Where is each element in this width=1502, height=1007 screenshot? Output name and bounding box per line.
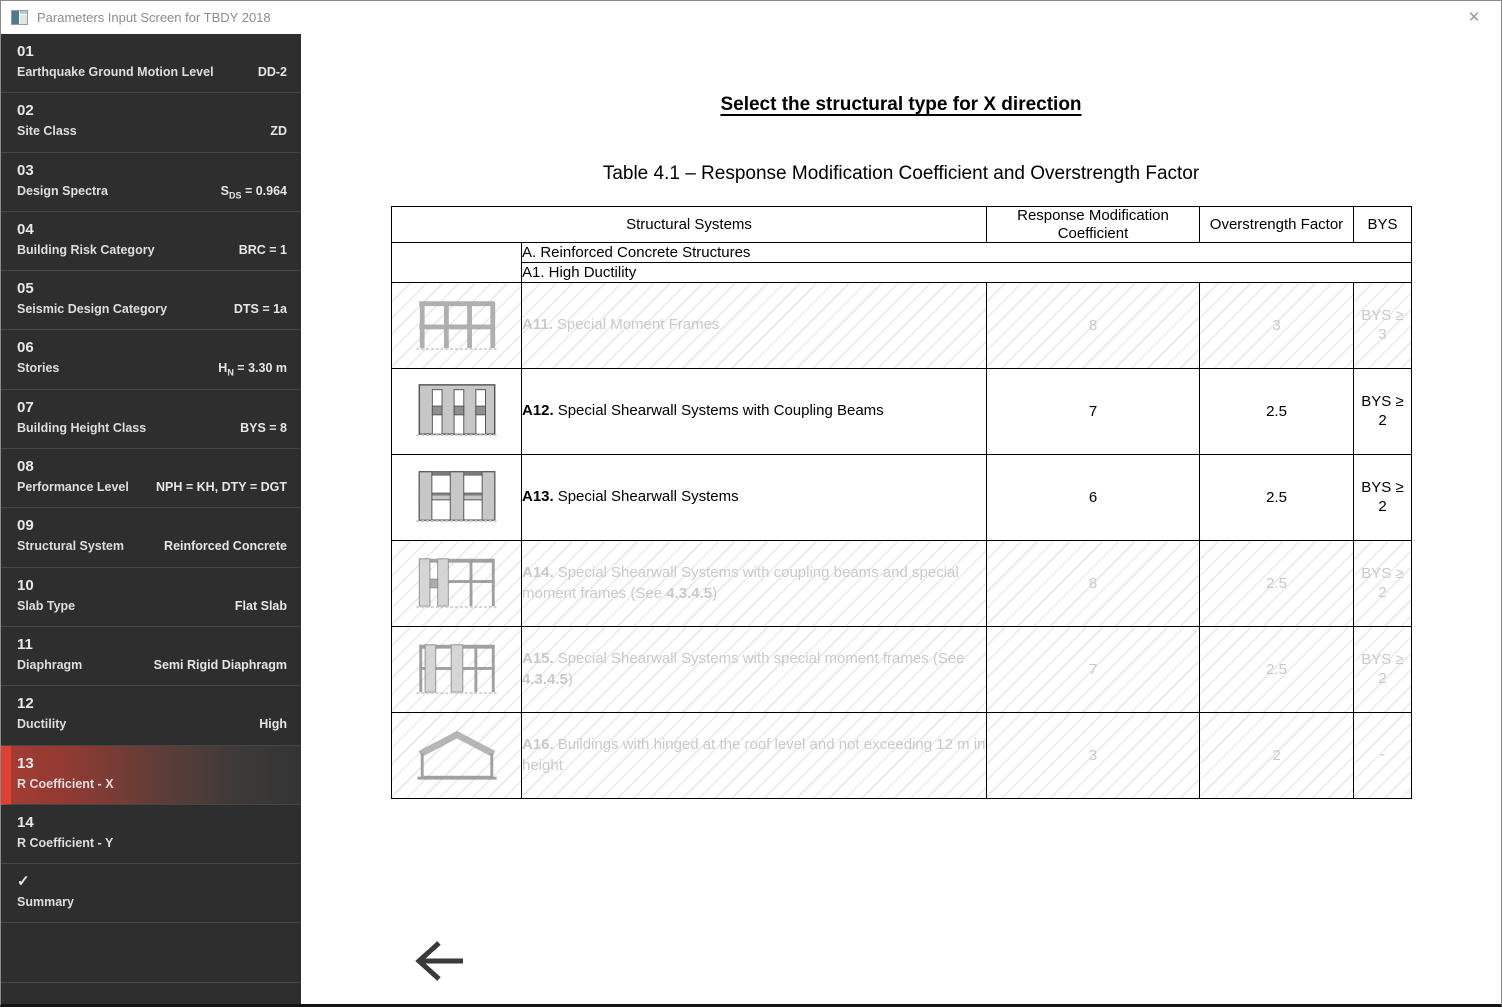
sidebar-item-structural-system[interactable]: 09 Structural System Reinforced Concrete: [1, 508, 301, 567]
shearwall-frame-icon: [392, 627, 522, 713]
rmc-value: 7: [987, 627, 1200, 713]
table-row-a14: A14. Special Shearwall Systems with coupling beams and special moment frames (See 4.3.4.5) 8 2.5 BYS ≥ 2: [392, 541, 1412, 627]
rmc-value: 8: [987, 541, 1200, 627]
sidebar-item-building-risk-category[interactable]: 04 Building Risk Category BRC = 1: [1, 212, 301, 271]
table-row-a15: A15. Special Shearwall Systems with special moment frames (See 4.3.4.5) 7 2.5 BYS ≥ 2: [392, 627, 1412, 713]
structural-systems-table: [391, 206, 1412, 799]
header-overstrength-factor: Overstrength Factor: [1200, 207, 1354, 243]
bys-value: BYS ≥ 2: [1354, 541, 1412, 627]
close-icon[interactable]: ✕: [1467, 9, 1481, 26]
app-form-icon: [11, 10, 28, 25]
sidebar-item-performance-level[interactable]: 08 Performance Level NPH = KH, DTY = DGT: [1, 449, 301, 508]
sidebar-item-r-coefficient-y[interactable]: 14 R Coefficient - Y: [1, 805, 301, 864]
group-label-a1: A1. High Ductility: [522, 263, 1412, 283]
design-spectra-value: $S_{DS} = 0.964$: [220, 183, 287, 201]
rmc-value: 7: [987, 369, 1200, 455]
back-arrow-button[interactable]: [413, 937, 469, 985]
sidebar-item-stories[interactable]: 06 Stories $H_N = 3.30$ m: [1, 330, 301, 389]
header-structural-systems: Structural Systems: [392, 207, 987, 243]
page-title: Select the structural type for X direction: [720, 94, 1082, 115]
sidebar-item-building-height-class[interactable]: 07 Building Height Class BYS = 8: [1, 390, 301, 449]
group-label-a: A. Reinforced Concrete Structures: [522, 243, 1412, 263]
sidebar-item-r-coefficient-x[interactable]: 13 R Coefficient - X: [1, 746, 301, 805]
parameters-sidebar: [1, 34, 301, 1004]
sidebar-item-design-spectra[interactable]: 03 Design Spectra $S_{DS} = 0.964$: [1, 153, 301, 212]
bys-value: BYS ≥ 2: [1354, 627, 1412, 713]
table-row-a13[interactable]: A13. Special Shearwall Systems 6 2.5 BYS ≥ 2: [392, 455, 1412, 541]
table-row-a11: A11. Special Moment Frames 8 3 BYS ≥ 3: [392, 283, 1412, 369]
bys-value: BYS ≥ 2: [1354, 455, 1412, 541]
stories-value: $H_N = 3.30$ m: [218, 361, 287, 378]
table-row-a12[interactable]: A12. Special Shearwall Systems with Coupling Beams 7 2.5 BYS ≥ 2: [392, 369, 1412, 455]
group-row-a1: [392, 263, 1412, 283]
osf-value: 2: [1200, 713, 1354, 799]
table-caption: Table 4.1 – Response Modification Coefficient and Overstrength Factor: [602, 163, 1200, 184]
header-bys: BYS: [1354, 207, 1412, 243]
header-response-modification-coefficient: Response Modification Coefficient: [987, 207, 1200, 243]
check-icon: ✓: [17, 873, 30, 891]
sidebar-item-seismic-design-category[interactable]: 05 Seismic Design Category DTS = 1a: [1, 271, 301, 330]
group-icon-spacer: [392, 243, 522, 283]
coupled-shearwall-icon: [392, 369, 522, 455]
osf-value: 2.5: [1200, 369, 1354, 455]
coupled-shearwall-frame-icon: [392, 541, 522, 627]
moment-frame-icon: [392, 283, 522, 369]
bys-value: BYS ≥ 3: [1354, 283, 1412, 369]
bys-value: BYS ≥ 2: [1354, 369, 1412, 455]
sidebar-item-summary[interactable]: ✓ Summary: [1, 864, 301, 923]
rmc-value: 8: [987, 283, 1200, 369]
sidebar-item-diaphragm[interactable]: 11 Diaphragm Semi Rigid Diaphragm: [1, 627, 301, 686]
osf-value: 2.5: [1200, 455, 1354, 541]
sidebar-item-earthquake-ground-motion-level[interactable]: 01 Earthquake Ground Motion Level DD-2: [1, 34, 301, 93]
titlebar: [1, 1, 1501, 34]
window-title: Parameters Input Screen for TBDY 2018: [37, 10, 271, 25]
osf-value: 2.5: [1200, 627, 1354, 713]
osf-value: 2.5: [1200, 541, 1354, 627]
bys-value: -: [1354, 713, 1412, 799]
rmc-value: 6: [987, 455, 1200, 541]
rmc-value: 3: [987, 713, 1200, 799]
sidebar-empty-slot: [1, 923, 301, 982]
content-area: [301, 34, 1501, 1004]
osf-value: 3: [1200, 283, 1354, 369]
hinged-roof-icon: [392, 713, 522, 799]
shearwall-icon: [392, 455, 522, 541]
group-row-a: [392, 243, 1412, 263]
sidebar-item-ductility[interactable]: 12 Ductility High: [1, 686, 301, 745]
table-row-a16: A16. Buildings with hinged at the roof level and not exceeding 12 m in height 3 2 -: [392, 713, 1412, 799]
sidebar-item-site-class[interactable]: 02 Site Class ZD: [1, 93, 301, 152]
table-header-row: [392, 207, 1412, 243]
sidebar-item-slab-type[interactable]: 10 Slab Type Flat Slab: [1, 568, 301, 627]
